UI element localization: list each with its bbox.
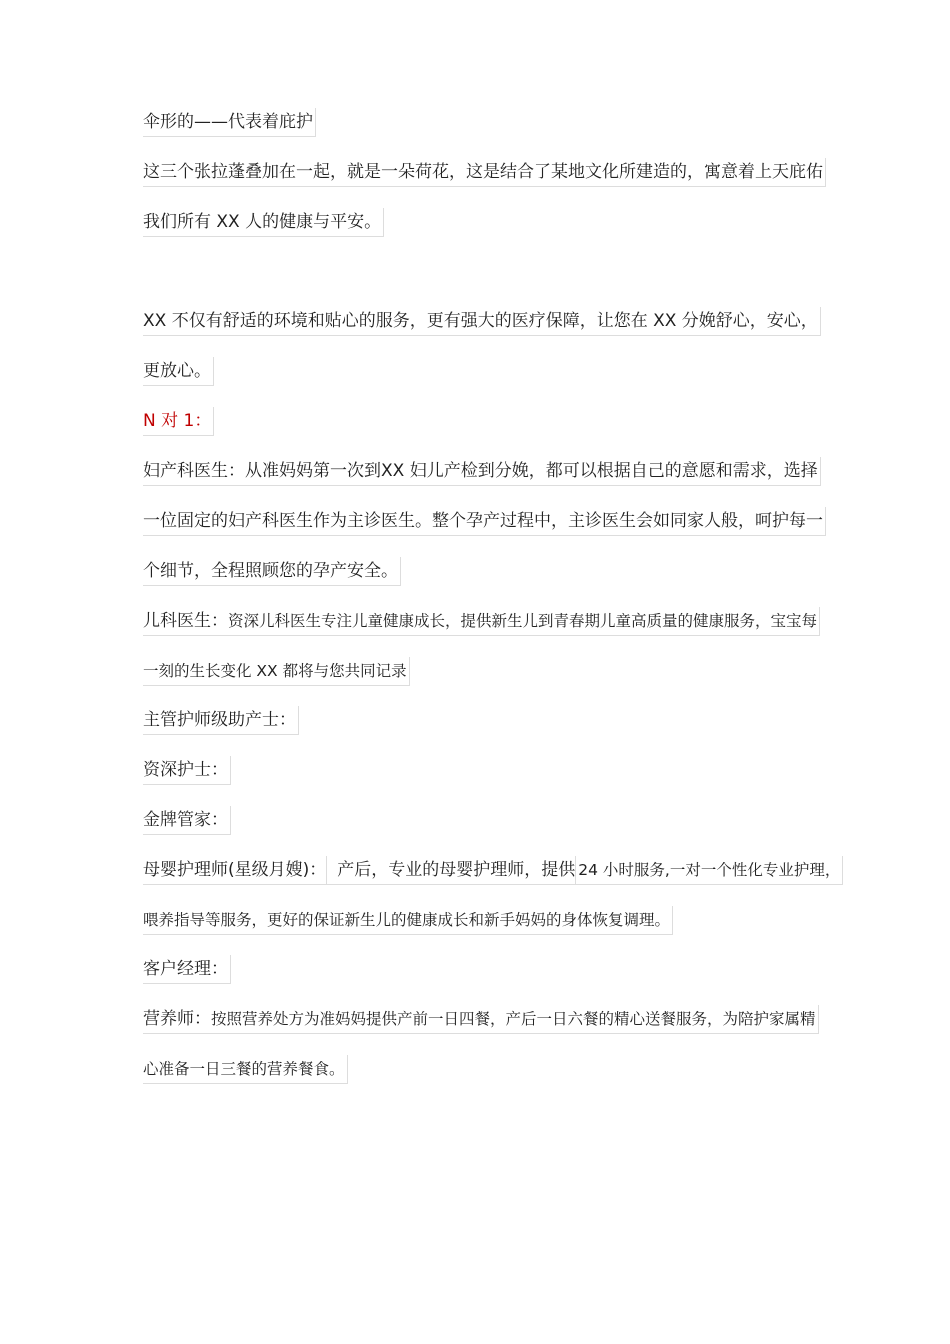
role-description: 资深儿科医生专注儿童健康成长，提供新生儿到青春期儿童高质量的健康服务，宝宝每: [228, 612, 818, 630]
line-text: XX 不仅有舒适的环境和贴心的服务，更有强大的医疗保障，让您在 XX 分娩舒心，安心，: [143, 311, 818, 331]
role-label: 营养师：: [143, 1009, 211, 1029]
role-label: 客户经理：: [143, 959, 228, 979]
role-description: 产后，专业的母婴护理师，提供: [326, 856, 575, 884]
text-line-pediatrician-2: [143, 657, 410, 686]
text-line-reassurance: [143, 357, 214, 386]
line-text: 喂养指导等服务，更好的保证新生儿的健康成长和新手妈妈的身体恢复调理。: [143, 911, 671, 929]
text-line-obstetrician-1: [143, 457, 821, 486]
text-line-obstetrician-3: [143, 557, 401, 586]
role-label: 儿科医生：: [143, 611, 228, 631]
text-line-pediatrician-1: [143, 607, 820, 636]
role-label: 主管护师级助产士：: [143, 710, 296, 730]
text-line-lotus: [143, 158, 826, 187]
heading-text: N 对 1：: [143, 411, 212, 431]
text-line-obstetrician-2: [143, 507, 826, 536]
text-line-butler: [143, 806, 231, 835]
line-text: 更放心。: [143, 361, 211, 381]
role-label: 资深护士：: [143, 760, 228, 780]
line-text: 心准备一日三餐的营养餐食。: [143, 1060, 345, 1078]
text-line-maternity-nurse-2: [143, 906, 673, 935]
line-text: 一位固定的妇产科医生作为主诊医生。整个孕产过程中，主诊医生会如同家人般，呵护每一: [143, 511, 823, 531]
text-line-nutritionist-2: [143, 1055, 348, 1084]
line-text: 我们所有 XX 人的健康与平安。: [143, 212, 382, 232]
text-line-maternity-nurse-1: [143, 856, 843, 885]
text-line-account-manager: [143, 955, 231, 984]
role-label: 母婴护理师(星级月嫂)：: [143, 860, 327, 880]
line-text: 妇产科医生：从准妈妈第一次到XX 妇儿产检到分娩，都可以根据自己的意愿和需求，选择: [143, 461, 818, 481]
text-line-umbrella: [143, 108, 316, 137]
line-text: 伞形的——代表着庇护: [143, 112, 313, 132]
section-heading-n-to-1: [143, 407, 214, 436]
line-text: 个细节，全程照顾您的孕产安全。: [143, 561, 398, 581]
role-description-tail: 24 小时服务,一对一个性化专业护理，: [575, 856, 840, 884]
role-description: 按照营养处方为准妈妈提供产前一日四餐，产后一日六餐的精心送餐服务，为陪护家属精: [211, 1010, 816, 1028]
line-text: 这三个张拉蓬叠加在一起，就是一朵荷花，这是结合了某地文化所建造的，寓意着上天庇佑: [143, 162, 823, 182]
text-line-nutritionist-1: [143, 1005, 819, 1034]
text-line-midwife: [143, 706, 299, 735]
text-line-blessing: [143, 208, 384, 237]
role-label: 金牌管家：: [143, 810, 228, 830]
text-line-medical-guarantee: [143, 307, 821, 336]
text-line-senior-nurse: [143, 756, 231, 785]
line-text: 一刻的生长变化 XX 都将与您共同记录: [143, 662, 407, 680]
